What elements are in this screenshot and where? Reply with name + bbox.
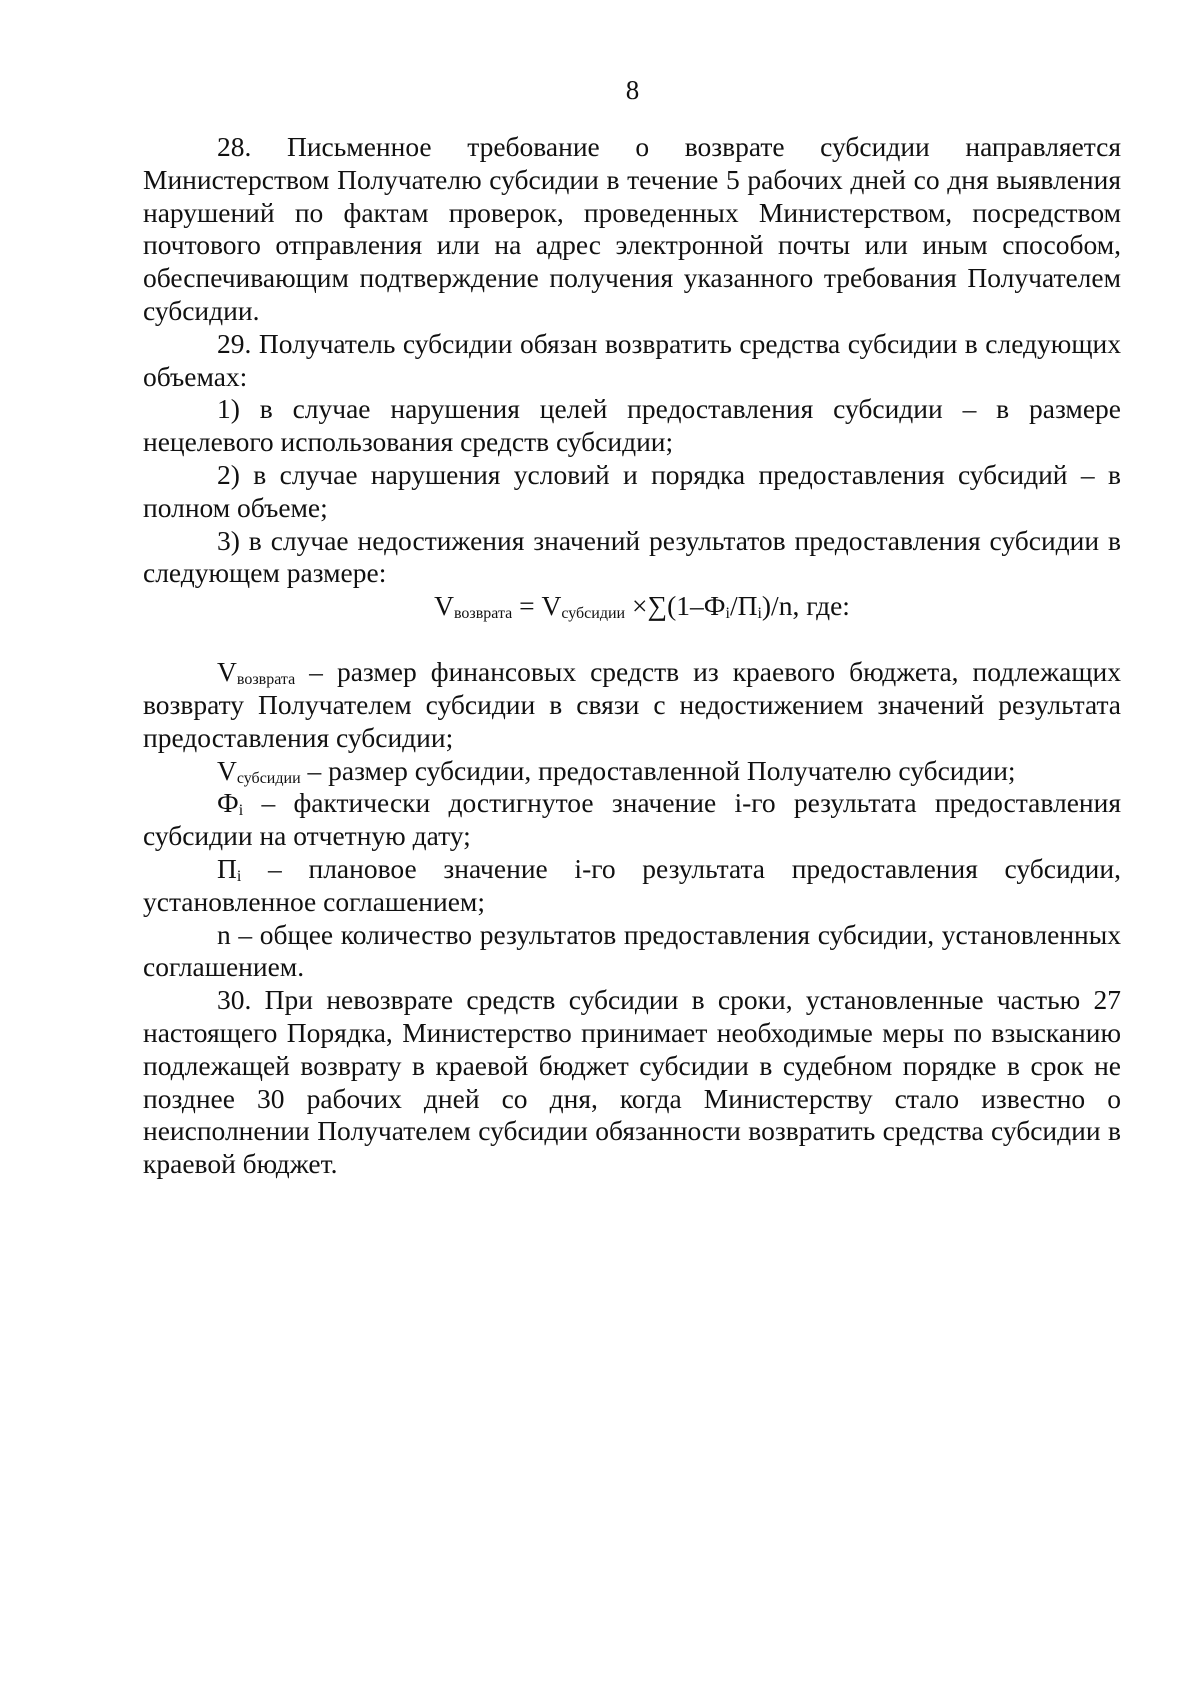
definition-n: n – общее количество результатов предоставления субсидии, установленных соглашением. [143,918,1121,983]
page-number: 8 [625,75,640,105]
def-text-v-return: – размер финансовых средств из краевого бюджета, подлежащих возврату Получателем субсидии в связи с недостижением значений результата предоставления субсидии; [143,656,1121,753]
formula-sub-return: возврата [453,605,513,623]
formula-equals: = V [512,590,562,622]
formula-sub-i2: i [757,605,762,623]
def-symbol-f: Ф [217,787,239,819]
def-text-v-subsidy: – размер субсидии, предоставленной Получателю субсидии; [300,754,1016,786]
paragraph-28: 28. Письменное требование о возврате субсидии направляется Министерством Получателю субсидии в течение 5 рабочих дней со дня выявления нарушений по фактам проверок, проведенных Министерством, посредством почтового отправления или на адрес электронной почты или иным способом, обеспечивающим подтверждение получения указанного требования Получателем субсидии. [143,131,1121,326]
def-symbol-v2: V [217,754,237,786]
def-sub-f: i [238,802,244,820]
def-text-f: – фактически достигнутое значение i-го результата предоставления субсидии на отчетную дату; [143,787,1121,852]
definition-f [143,787,1121,853]
formula-v-return: V [434,590,454,622]
def-symbol-v: V [217,656,237,688]
paragraph-30: 30. При невозврате средств субсидии в сроки, установленные частью 27 настоящего Порядка, Министерство принимает необходимые меры по взысканию подлежащей возврату в краевой бюджет субсидии в судебном порядке в срок не позднее 30 рабочих дней со дня, когда Министерству стало известно о неисполнении Получателем субсидии обязанности возвратить средства субсидии в краевой бюджет. [143,984,1121,1180]
definition-p [143,853,1121,919]
def-text-p: – плановое значение i-го результата предоставления субсидии, установленное соглашением; [143,852,1121,917]
def-sub-subsidy: субсидии [236,769,301,787]
formula-sub-i1: i [725,605,730,623]
def-symbol-p: П [217,852,237,884]
formula-sum: ×∑(1–Ф [625,590,726,622]
list-item-3: 3) в случае недостижения значений результатов предоставления субсидии в следующем размере: [143,524,1121,589]
document-body [143,131,1121,1181]
definition-v-return [143,656,1121,754]
return-formula [143,590,1121,656]
formula-slash: /П [729,590,758,622]
def-sub-p: i [236,867,242,885]
formula-tail: )/n, где: [761,590,850,622]
paragraph-29: 29. Получатель субсидии обязан возвратить средства субсидии в следующих объемах: [143,327,1121,392]
def-sub-return: возврата [236,671,296,689]
list-item-1: 1) в случае нарушения целей предоставления субсидии – в размере нецелевого использования средств субсидии; [143,393,1121,458]
definition-v-subsidy [143,755,1121,788]
formula-sub-subsidy: субсидии [561,605,626,623]
list-item-2: 2) в случае нарушения условий и порядка предоставления субсидий – в полном объеме; [143,458,1121,523]
